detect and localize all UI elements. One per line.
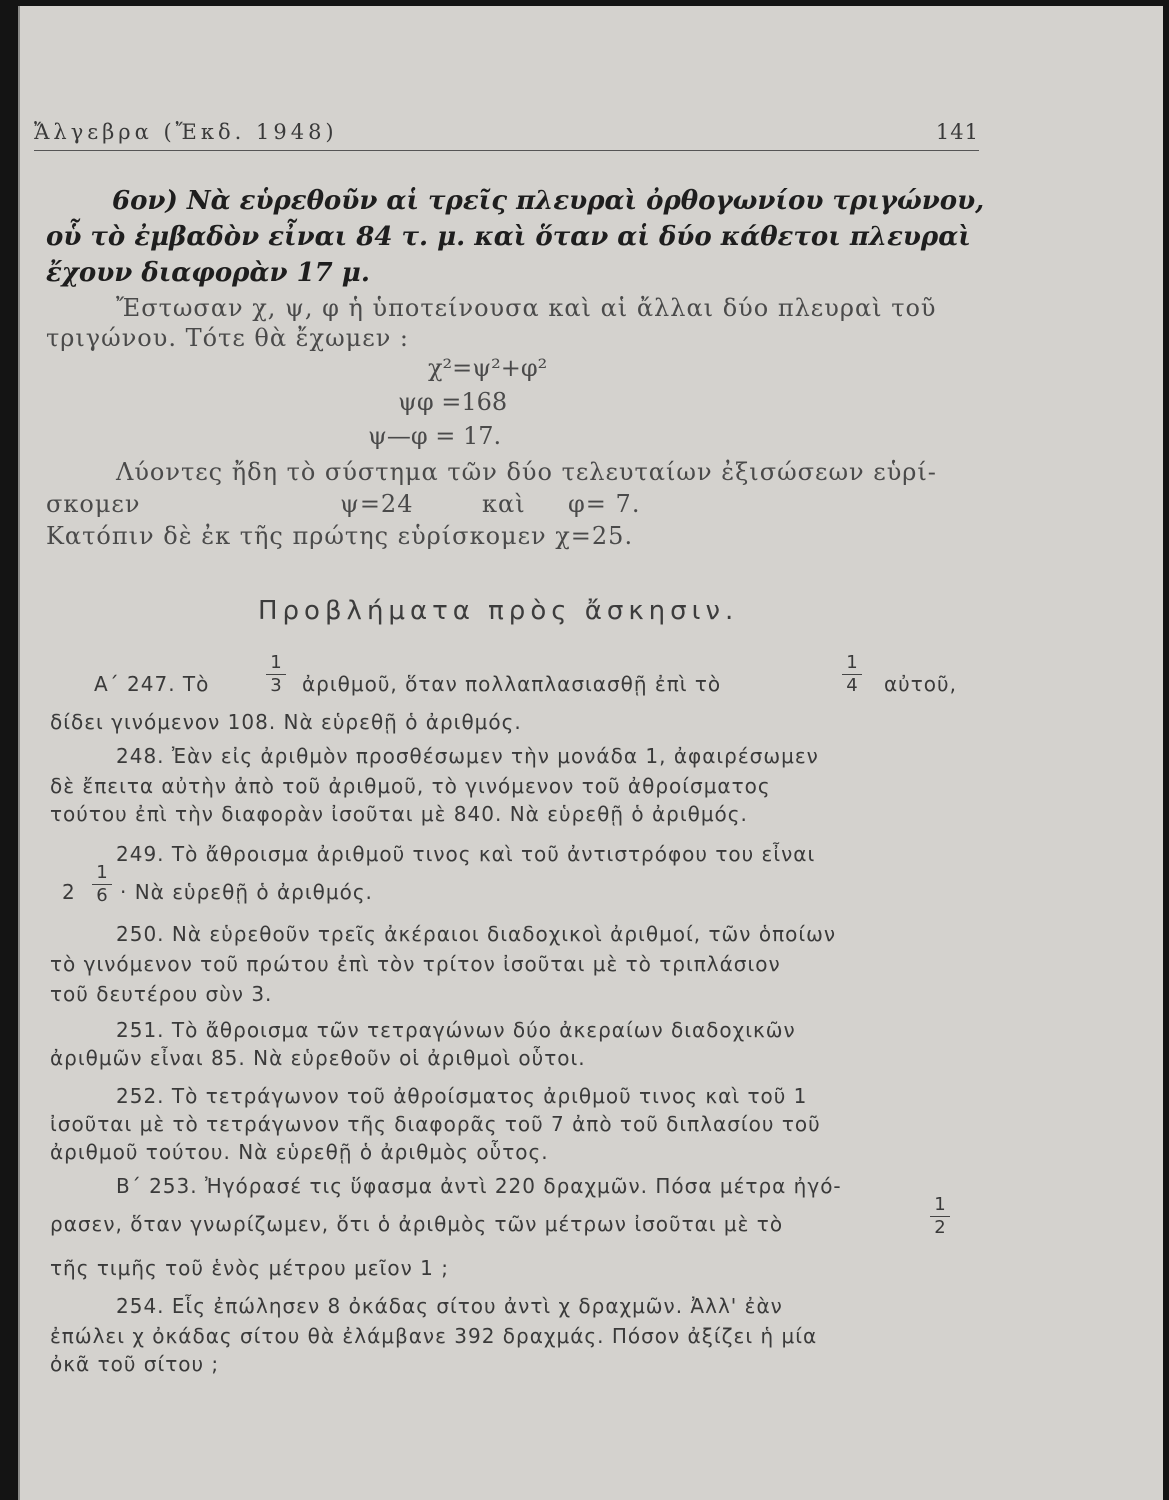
p249-frac-num: 1 [96,862,108,883]
header-title: Ἄλγεβρα (Ἔκδ. 1948) [34,120,338,144]
p250-line1: 250. Νὰ εὑρεθοῦν τρεῖς ἀκέραιοι διαδοχικοὶ ἀριθμοί, τῶν ὁποίων [116,922,837,946]
p247-frac2-num: 1 [846,652,858,673]
p250-line2: τὸ γινόμενον τοῦ πρώτου ἐπὶ τὸν τρίτον ἰσοῦται μὲ τὸ τριπλάσιον [50,952,781,976]
problem-line-1: 6ον) Νὰ εὑρεθοῦν αἱ τρεῖς πλευραὶ ὀρθογωνίου τριγώνου, [112,186,985,216]
p247-frac1-den: 3 [270,675,282,696]
p247-frac2-den: 4 [846,675,858,696]
p249-fraction [90,862,114,907]
solution-line-1: Ἔστωσαν χ, ψ, φ ἡ ὑποτείνουσα καὶ αἱ ἄλλαι δύο πλευραὶ τοῦ [116,294,937,322]
final-line: Κατόπιν δὲ ἐκ τῆς πρώτης εὑρίσκομεν χ=25. [46,522,634,550]
p249-line1: 249. Τὸ ἄθροισμα ἀριθμοῦ τινος καὶ τοῦ ἀντιστρόφου του εἶναι [116,842,816,866]
running-header [34,116,979,151]
equation-2: ψφ =168 [398,388,508,416]
p254-line1: 254. Εἷς ἐπώλησεν 8 ὀκάδας σίτου ἀντὶ χ δραχμῶν. Ἀλλ' ἐὰν [116,1294,783,1318]
p254-line3: ὀκᾶ τοῦ σίτου ; [50,1352,220,1376]
p247-line1-c: αὐτοῦ, [884,672,957,696]
book-page [18,6,1163,1500]
p251-line1: 251. Τὸ ἄθροισμα τῶν τετραγώνων δύο ἀκεραίων διαδοχικῶν [116,1018,796,1042]
p247-line1-b: ἀριθμοῦ, ὅταν πολλαπλασιασθῇ ἐπὶ τὸ [302,672,722,696]
p253-line3: τῆς τιμῆς τοῦ ἑνὸς μέτρου μεῖον 1 ; [50,1256,449,1280]
p247-fraction-2 [840,652,864,697]
p252-line3: ἀριθμοῦ τούτου. Νὰ εὑρεθῇ ὁ ἀριθμὸς οὗτος. [50,1140,549,1164]
p249-frac-den: 6 [96,885,108,906]
p251-line2: ἀριθμῶν εἶναι 85. Νὰ εὑρεθοῦν οἱ ἀριθμοὶ οὗτοι. [50,1046,586,1070]
p253-frac-num: 1 [934,1194,946,1215]
p249-whole: 2 [62,880,76,904]
p250-line3: τοῦ δευτέρου σὺν 3. [50,982,273,1006]
equation-3: ψ—φ = 17. [368,422,502,450]
equation-1: χ²=ψ²+φ² [428,354,548,382]
problem-line-3: ἔχουν διαφορὰν 17 μ. [46,258,370,288]
p249-line2: · Νὰ εὑρεθῇ ὁ ἀριθμός. [120,880,373,904]
section-heading: Προβλήματα πρὸς ἄσκησιν. [258,596,739,626]
conclusion-line-1: Λύοντες ἤδη τὸ σύστημα τῶν δύο τελευταίων ἐξισώσεων εὑρί- [116,458,937,486]
p253-fraction [928,1194,952,1239]
solution-line-2: τριγώνου. Τότε θὰ ἔχωμεν : [46,324,410,352]
p248-line1: 248. Ἐὰν εἰς ἀριθμὸν προσθέσωμεν τὴν μονάδα 1, ἀφαιρέσωμεν [116,744,819,768]
conclusion-line-2: σκομεν [46,490,141,518]
result-kai: καὶ [482,490,526,518]
p247-line1-a: Α΄ 247. Τὸ [94,672,210,696]
p253-line2: ρασεν, ὅταν γνωρίζωμεν, ὅτι ὁ ἀριθμὸς τῶν μέτρων ἰσοῦται μὲ τὸ [50,1212,784,1236]
p254-line2: ἐπώλει χ ὀκάδας σίτου θὰ ἐλάμβανε 392 δραχμάς. Πόσον ἀξίζει ἡ μία [50,1324,818,1348]
p253-line1: Β΄ 253. Ἠγόρασέ τις ὕφασμα ἀντὶ 220 δραχμῶν. Πόσα μέτρα ἠγό- [116,1174,842,1198]
p248-line3: τούτου ἐπὶ τὴν διαφορὰν ἰσοῦται μὲ 840. Νὰ εὑρεθῇ ὁ ἀριθμός. [50,802,748,826]
result-psi: ψ=24 [340,490,414,518]
p252-line1: 252. Τὸ τετράγωνον τοῦ ἀθροίσματος ἀριθμοῦ τινος καὶ τοῦ 1 [116,1084,808,1108]
p248-line2: δὲ ἔπειτα αὐτὴν ἀπὸ τοῦ ἀριθμοῦ, τὸ γινόμενον τοῦ ἀθροίσματος [50,774,771,798]
page-number: 141 [935,120,979,144]
p247-frac1-num: 1 [270,652,282,673]
p252-line2: ἰσοῦται μὲ τὸ τετράγωνον τῆς διαφορᾶς τοῦ 7 ἀπὸ τοῦ διπλασίου τοῦ [50,1112,821,1136]
result-phi: φ= 7. [568,490,641,518]
problem-line-2: οὗ τὸ ἐμβαδὸν εἶναι 84 τ. μ. καὶ ὅταν αἱ δύο κάθετοι πλευραὶ [46,222,971,252]
p253-frac-den: 2 [934,1217,946,1238]
p247-fraction-1 [264,652,288,697]
p247-line2: δίδει γινόμενον 108. Νὰ εὑρεθῇ ὁ ἀριθμός. [50,710,522,734]
